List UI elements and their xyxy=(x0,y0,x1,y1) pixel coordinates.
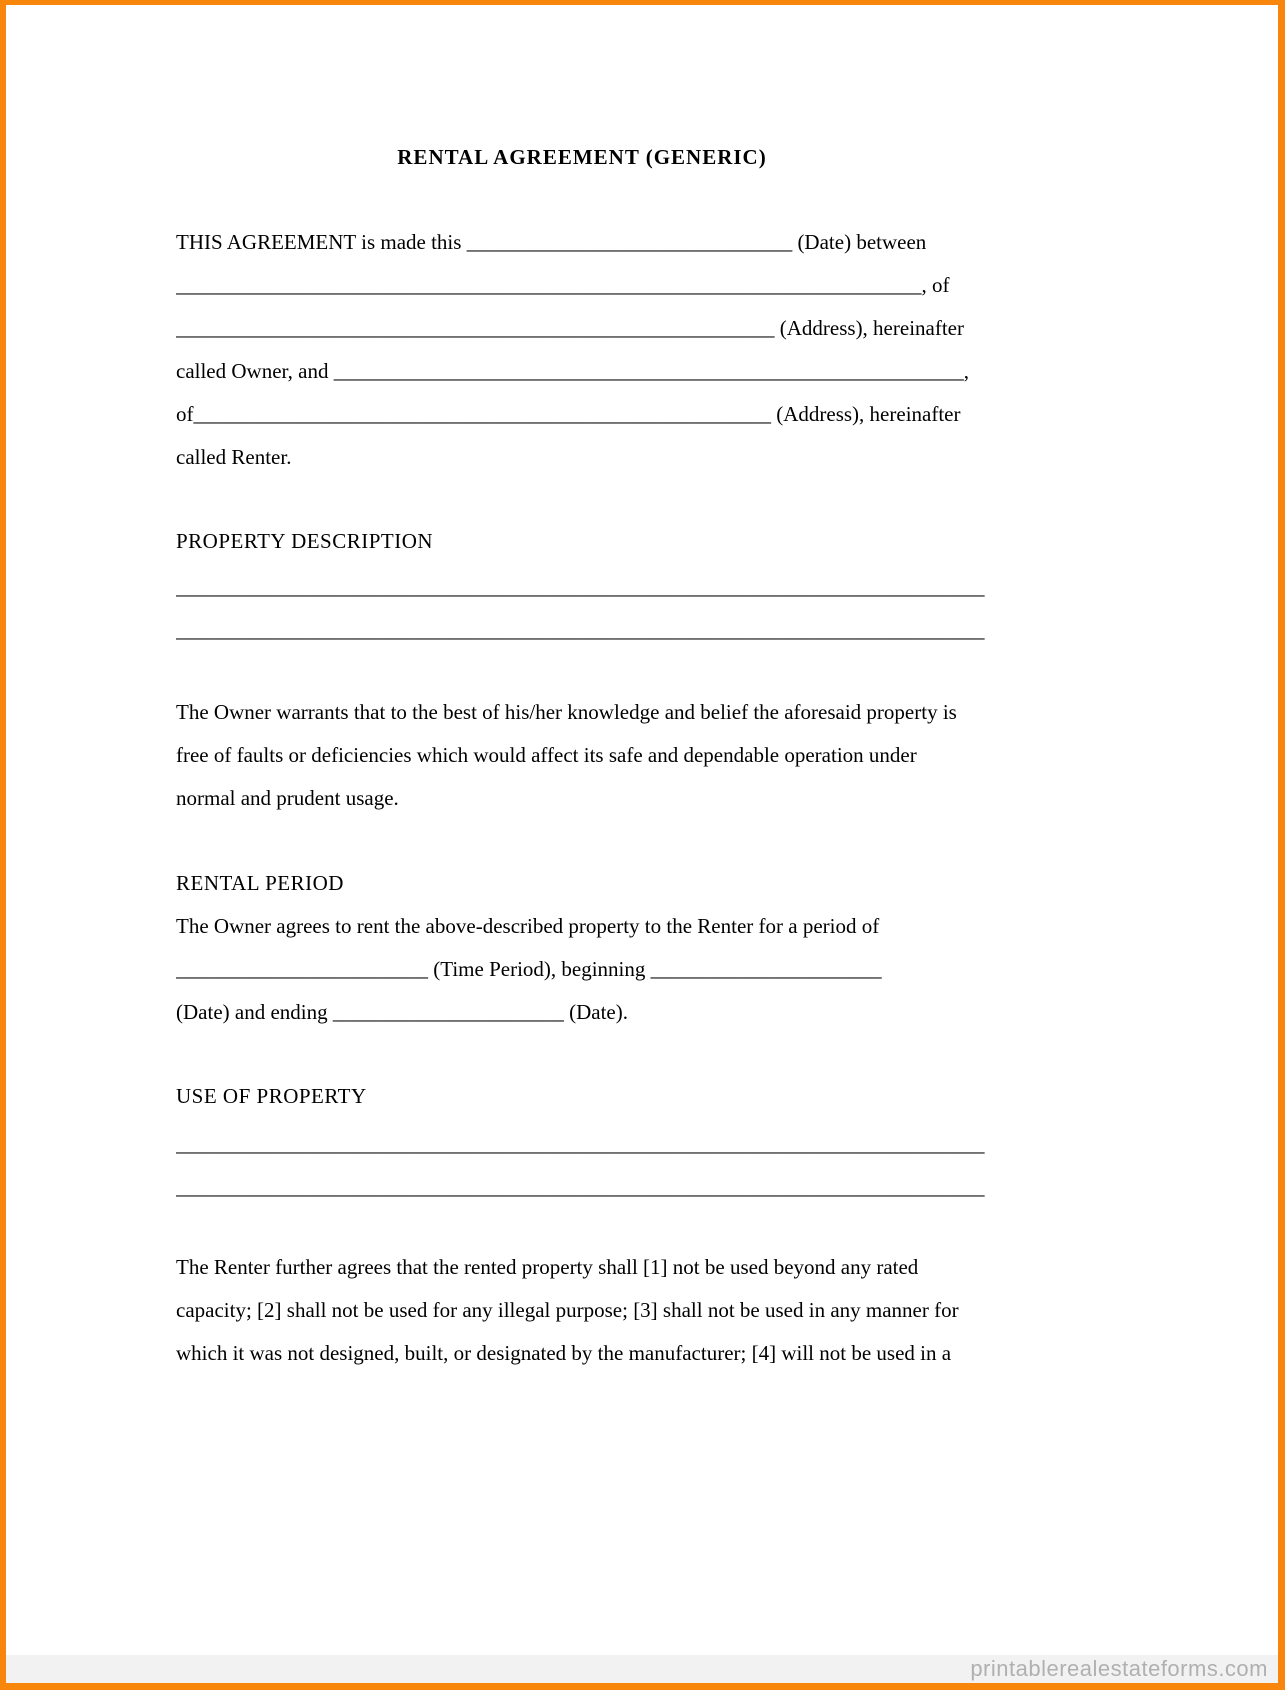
intro-line-called-renter: called Renter. xyxy=(176,445,292,469)
document-content xyxy=(176,136,988,1375)
use-of-property-blank-line: _____________________________________________________________________________ xyxy=(176,1132,985,1156)
intro-line-owner-address-blank: _________________________________________________________ (Address), hereinafter xyxy=(176,316,964,340)
intro-line-date: THIS AGREEMENT is made this _______________________________ (Date) between xyxy=(176,230,927,254)
intro-paragraph xyxy=(176,221,988,479)
rental-period-line: The Owner agrees to rent the above-described property to the Renter for a period of xyxy=(176,914,880,938)
section-rental-period xyxy=(176,862,988,1034)
intro-line-owner-name-blank: _______________________________________________________________________, of xyxy=(176,273,950,297)
property-description-heading: PROPERTY DESCRIPTION xyxy=(176,529,434,553)
intro-line-renter-address-blank: of_______________________________________________________ (Address), hereinafter xyxy=(176,402,961,426)
footer-site-name: printablerealestateforms.com xyxy=(970,1656,1268,1681)
warranty-line: The Owner warrants that to the best of his/her knowledge and belief the aforesaid property is xyxy=(176,700,957,724)
rental-period-heading: RENTAL PERIOD xyxy=(176,871,344,895)
warranty-paragraph xyxy=(176,691,988,820)
document-title: RENTAL AGREEMENT (GENERIC) xyxy=(397,145,767,169)
property-description-blank-line: _____________________________________________________________________________ xyxy=(176,575,985,599)
section-property-description xyxy=(176,520,988,652)
renter-obligations-paragraph xyxy=(176,1246,988,1375)
renter-obligations-line: The Renter further agrees that the rented property shall [1] not be used beyond any rated xyxy=(176,1255,919,1279)
rental-period-dates-line: (Date) and ending ______________________ (Date). xyxy=(176,1000,628,1024)
intro-line-renter-name-blank: called Owner, and ____________________________________________________________, xyxy=(176,359,970,383)
footer-watermark-bar xyxy=(6,1655,1278,1683)
rental-period-time-blank-line: ________________________ (Time Period), beginning ______________________ xyxy=(176,957,882,981)
warranty-line: free of faults or deficiencies which would affect its safe and dependable operation under xyxy=(176,743,917,767)
renter-obligations-line: which it was not designed, built, or designated by the manufacturer; [4] will not be used in a xyxy=(176,1341,952,1365)
renter-obligations-line: capacity; [2] shall not be used for any illegal purpose; [3] shall not be used in any manner for xyxy=(176,1298,959,1322)
use-of-property-blank-line: _____________________________________________________________________________ xyxy=(176,1175,985,1199)
warranty-line: normal and prudent usage. xyxy=(176,786,399,810)
property-description-blank-line: _____________________________________________________________________________ xyxy=(176,618,985,642)
section-use-of-property xyxy=(176,1075,988,1209)
use-of-property-heading: USE OF PROPERTY xyxy=(176,1084,367,1108)
